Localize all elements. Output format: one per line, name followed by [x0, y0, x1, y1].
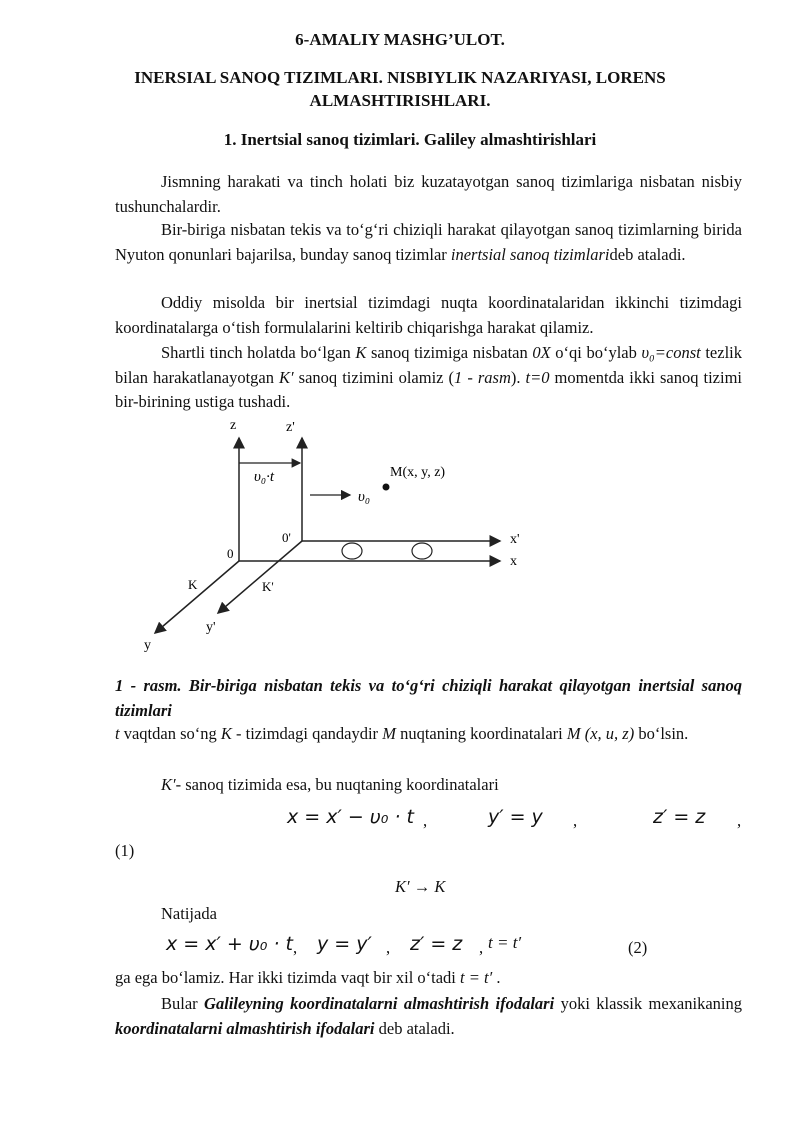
transition-arrow: K′ → K: [395, 877, 446, 896]
p4-g: momentda ikki sanoq tizimi bir-birining ustiga tushadi.: [115, 367, 742, 411]
equation-1-sep-3: ,: [737, 811, 742, 830]
label-origin-prime: 0': [282, 530, 291, 545]
paragraph-1: Jismning harakati va tinch holati biz kuzatayotgan sanoq tizimlariga nisbatan nisbiy tushunchalardir.: [115, 172, 742, 216]
paragraph-3: Oddiy misolda bir inertsial tizimdagi nuqta koordinatalaridan ikkinchi tizimdagi koordinatalarga o‘tish formulalarini keltirib chiqarishga harakat qilamiz.: [115, 293, 742, 337]
page-title: 6-AMALIY MASHG’ULOT.: [295, 30, 505, 49]
equation-1-number: (1): [115, 841, 135, 860]
paragraph-2-text-a: Bir-biriga nisbatan tekis va to‘g‘ri chiziqli harakat qilayotgan sanoq tizimlarning birida Nyuton qonunlari bajarilsa, bunday sanoq tizimlar: [115, 220, 742, 264]
p4-t0: t=0: [525, 367, 550, 387]
label-v0t: υ₀·t: [254, 469, 275, 485]
label-y-prime: y': [206, 620, 216, 635]
wheel-2: [412, 543, 432, 559]
label-K: K: [188, 577, 198, 592]
p8-c: deb ataladi.: [374, 1018, 455, 1038]
label-K-prime: K': [262, 579, 274, 594]
p5-coords: M (x, u, z): [566, 724, 635, 743]
label-z: z: [230, 418, 237, 433]
equation-1-sep-2: ,: [573, 811, 578, 830]
natijada-label: Natijada: [161, 904, 217, 923]
p5-t: t: [115, 724, 120, 743]
paragraph-2-term: inertsial sanoq tizimlari: [450, 244, 610, 264]
p4-velocity: υ₀=const: [641, 343, 701, 362]
label-M: M(x, y, z): [390, 465, 446, 480]
p8-term-1: Galileyning koordinatalarni almashtirish ifodalari: [204, 994, 555, 1013]
paragraph-5: [115, 722, 742, 747]
equation-2-sep-3: ,: [479, 938, 484, 957]
equation-2-sep-2: ,: [386, 938, 391, 957]
p4-c: o‘qi bo‘ylab: [550, 343, 642, 362]
p4-figure-ref: 1 - rasm: [454, 367, 511, 387]
p6-a: - sanoq tizimida esa, bu nuqtaning koordinatalari: [175, 775, 499, 794]
page-subtitle: INERSIAL SANOQ TIZIMLARI. NISBIYLIK NAZARIYASI, LORENS ALMASHTIRISHLARI.: [134, 68, 666, 110]
p4-0X: 0X: [532, 343, 551, 362]
label-x-prime: x': [510, 532, 520, 547]
p4-b: sanoq tizimiga nisbatan: [366, 343, 533, 362]
p6-Kprime: K′: [161, 775, 176, 794]
p8-b: yoki klassik mexanikaning: [554, 994, 742, 1013]
paragraph-4: [115, 341, 742, 415]
paragraph-8: [115, 992, 742, 1041]
label-origin: 0: [227, 546, 234, 561]
paragraph-2-text-b: deb ataladi.: [609, 244, 686, 264]
p5-M: M: [382, 724, 396, 743]
equation-1-sep-1: ,: [423, 811, 428, 830]
p7-b: .: [492, 968, 501, 987]
paragraph-7: [115, 966, 742, 991]
paragraph-2: [115, 218, 742, 267]
p4-f: ).: [510, 367, 526, 387]
reference-frames-figure: [140, 413, 540, 653]
label-y: y: [144, 638, 151, 653]
p4-e: sanoq tizimini olamiz (: [293, 367, 455, 387]
p4-a: Shartli tinch holatda bo‘lgan: [161, 343, 356, 362]
equation-2-sep-1: ,: [293, 938, 298, 957]
p4-Kprime: K′: [279, 367, 294, 387]
equation-2-number: (2): [628, 938, 648, 957]
equation-1-x: x = x′ − υ₀ · t: [287, 806, 414, 828]
p5-K: K: [220, 724, 232, 743]
label-z-prime: z': [286, 420, 295, 435]
p5-c: nuqtaning koordinatalari: [395, 724, 567, 743]
equation-2-t: t = t′: [488, 933, 522, 952]
equation-1-y: y′ = y: [488, 806, 543, 828]
point-M: [383, 484, 390, 491]
p5-a: vaqtdan so‘ng: [119, 724, 221, 743]
p7-a: ga ega bo‘lamiz. Har ikki tizimda vaqt bir xil o‘tadi: [115, 968, 461, 987]
equation-2-y: y = y′: [317, 933, 372, 955]
p5-d: bo‘lsin.: [634, 724, 689, 743]
p4-d: tezlik bilan harakatlanayotgan: [115, 343, 742, 387]
p4-K: K: [355, 343, 367, 362]
equation-2-z: z′ = z: [410, 933, 463, 955]
p5-b: - tizimdagi qandaydir: [231, 724, 383, 743]
equation-2-x: x = x′ + υ₀ · t: [166, 933, 293, 955]
label-v0: υ₀: [358, 489, 371, 505]
paragraph-6: [115, 773, 742, 798]
section-heading: 1. Inertsial sanoq tizimlari. Galiley almashtirishlari: [223, 130, 597, 149]
p8-term-2: koordinatalarni almashtirish ifodalari: [115, 1018, 375, 1038]
y-axis: [155, 561, 239, 633]
wheel-1: [342, 543, 362, 559]
p8-a: Bular: [161, 994, 205, 1013]
p7-eq: t = t′: [460, 968, 493, 987]
equation-1-z: z′ = z: [653, 806, 706, 828]
label-x: x: [510, 554, 517, 569]
figure-caption: 1 - rasm. Bir-biriga nisbatan tekis va to‘g‘ri chiziqli harakat qilayotgan inertsial sanoq tizimlari: [115, 676, 742, 720]
